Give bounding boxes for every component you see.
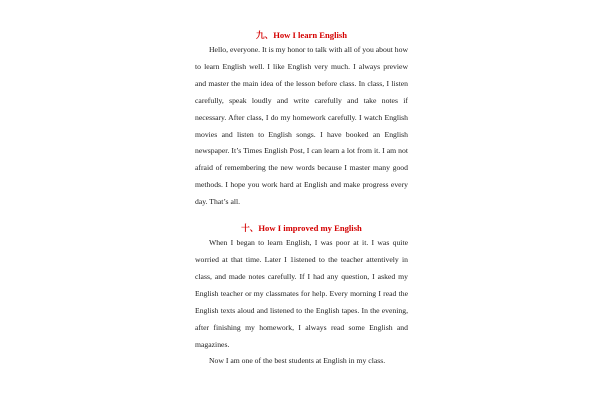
- section-title: 九、How I learn English: [256, 30, 347, 40]
- section-title: 十、How I improved my English: [241, 223, 362, 234]
- paragraph: Now I am one of the best students at English in my class.: [209, 356, 386, 366]
- paragraph: When I began to learn English, I was poor at it. I was quite worried at that time. Later I 1istened to the teacher attentively in class, and made notes carefully. If I had any question, I asked my English teacher or my classmates for help. Every morning I read the English texts aloud and listened to the English tapes. In the evening, after finishing my homework, I always read some English and magazines.: [195, 238, 408, 349]
- document-page: [195, 30, 408, 370]
- paragraph: Hello, everyone. It is my honor to talk with all of you about how to learn English well. I like English very much. I always preview and master the main idea of the lesson before class. In class, I listen carefully, speak loudly and write carefully and take notes if necessary. After class, I do my homework carefully. I watch English movies and listen to English songs. I have booked an English newspaper. It’s Times English Post, I can learn a lot from it. I am not afraid of remembering the new words because I master many good methods. I hope you work hard at English and make progress every day. That’s all.: [195, 45, 408, 207]
- essay-section-1: [195, 30, 408, 211]
- essay-section-2: [195, 223, 408, 370]
